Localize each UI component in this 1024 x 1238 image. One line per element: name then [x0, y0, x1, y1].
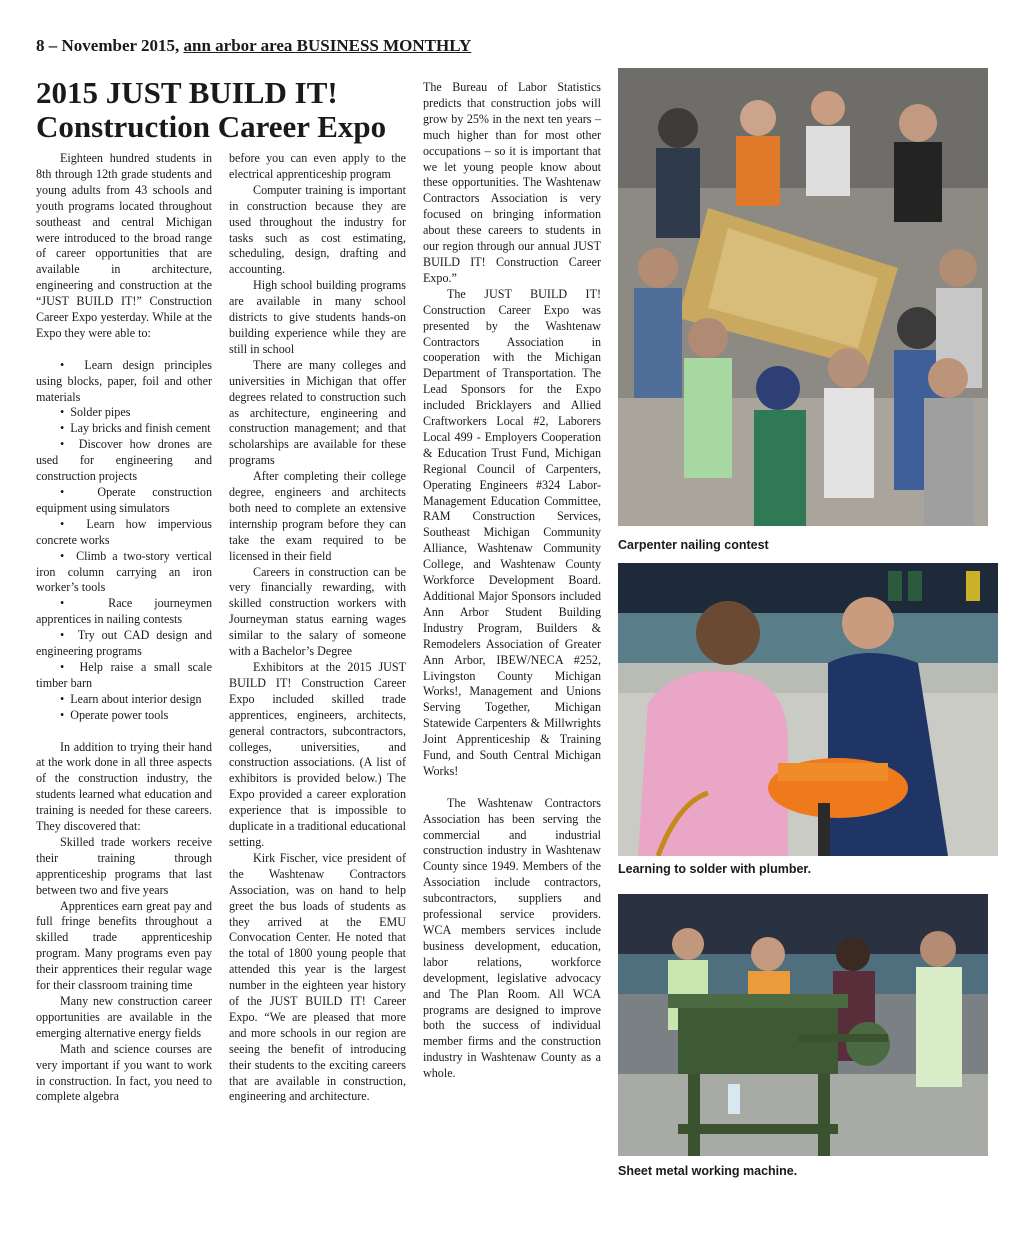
- headline-line-1: 2015 JUST BUILD IT!: [36, 75, 338, 110]
- page-folio: [36, 36, 471, 56]
- list-item: • Operate construction equipment using simulators: [36, 485, 212, 517]
- photo-caption: Carpenter nailing contest: [618, 538, 769, 552]
- body-paragraph: Math and science courses are very important if you want to work in construction. In fact, you need to complete algebra: [36, 1041, 212, 1104]
- photo-soldering: [618, 563, 998, 856]
- list-item: • Lay bricks and finish cement: [36, 421, 212, 437]
- article-headline: [36, 76, 416, 144]
- body-paragraph: The JUST BUILD IT! Construction Career Expo was presented by the Washtenaw Contractors Association in cooperation with the Michigan Department of Transportation. The Lead Sponsors for the Expo included Bricklayers and Allied Craftworkers Local #2, Laborers Local 499 - Employers Cooperation & Education Trust Fund, Michigan Regional Council of Carpenters, Operating Engineers #324 Labor-Management Education Committee, RAM Construction Services, Southeast Michigan Community Alliance, Washtenaw Community College, and Washtenaw County Workforce Development Board. Additional Major Sponsors included Ann Arbor Student Building Industry Program, Builders & Remodelers Association of Greater Ann Arbor, IBEW/NECA #252, Livingston County Michigan Works!, Management and Unions Serving Together, Michigan Statewide Carpenters & Millwrights Joint Apprenticeship & Training Fund, and South Central Michigan Works!: [423, 286, 601, 778]
- intro-paragraph: Eighteen hundred students in 8th through 12th grade students and young adults from 43 schools and youth programs located throughout southeast and central Michigan were introduced to the broad range of career opportunities that are available in architecture, engineering and construction at the “JUST BUILD IT!” Construction Career Expo yesterday. While at the Expo they were able to:: [36, 151, 212, 340]
- list-item: • Learn design principles using blocks, paper, foil and other materials: [36, 358, 212, 406]
- article-column-2: [229, 151, 406, 1105]
- article-column-3: [423, 80, 601, 1082]
- publication-name: ann arbor area BUSINESS MONTHLY: [183, 36, 472, 55]
- activity-list: [36, 358, 212, 724]
- folio-date: 8 – November 2015,: [36, 36, 184, 55]
- photo-caption: Sheet metal working machine.: [618, 1164, 798, 1178]
- list-item: • Discover how drones are used for engineering and construction projects: [36, 437, 212, 485]
- photo-caption: Learning to solder with plumber.: [618, 862, 812, 876]
- body-paragraph: The Washtenaw Contractors Association has been serving the commercial and industrial construction industry in Washtenaw County since 1949. Members of the Association include contractors, subcontractors, suppliers and professional service providers. WCA members services include business development, education, labor relations, workforce development, legislative advocacy and The Plan Room. All WCA programs are designed to improve both the success of individual member firms and the construction industry in Washtenaw County as a whole.: [423, 795, 601, 1081]
- body-paragraph: Skilled trade workers receive their training through apprenticeship programs that last between two and five years: [36, 834, 212, 897]
- list-item: • Operate power tools: [36, 708, 212, 724]
- body-paragraph: High school building programs are available in many school districts to give students hands-on building experience while they are still in school: [229, 278, 406, 356]
- photo-nailing-contest: [618, 68, 988, 526]
- body-paragraph: Careers in construction can be very financially rewarding, with skilled construction workers with Journeyman status earning wages similar to the salary of someone with a Bachelor’s Degree: [229, 564, 406, 659]
- body-paragraph: Kirk Fischer, vice president of the Washtenaw Contractors Association, was on hand to help greet the bus loads of students as they arrived at the EMU Convocation Center. He noted that the total of 1800 young people that attended this year is the largest number in the eighteen year history of the JUST BUILD IT! Career Expo. “We are pleased that more and more schools in our region are seeing the benefit of introducing their students to the exciting careers that are available in construction, engineering and architecture.: [229, 850, 406, 1104]
- body-paragraph: In addition to trying their hand at the work done in all three aspects of the construction industry, the students learned what education and training is needed for these careers. They discovered that:: [36, 739, 212, 834]
- body-paragraph: The Bureau of Labor Statistics predicts that construction jobs will grow by 25% in the next ten years – much higher than for most other occupations – so it is important that we let young people know about these opportunities. The Washtenaw Contractors Association is very focused on bringing information about these careers to students in our region through our annual JUST BUILD IT! Construction Career Expo.”: [423, 80, 601, 285]
- list-item: • Learn about interior design: [36, 692, 212, 708]
- article-column-1: [36, 151, 212, 1105]
- list-item: • Help raise a small scale timber barn: [36, 660, 212, 692]
- body-paragraph: Exhibitors at the 2015 JUST BUILD IT! Construction Career Expo included skilled trade apprentices, engineers, architects, general contractors, subcontractors, colleges, universities, and construction associations. (A list of exhibitors is provided below.) The Expo provided a career exploration experience that is impossible to duplicate in a traditional educational setting.: [229, 660, 406, 849]
- list-item: • Learn how impervious concrete works: [36, 517, 212, 549]
- list-item: • Race journeymen apprentices in nailing contests: [36, 596, 212, 628]
- body-paragraph: before you can even apply to the electrical apprenticeship program: [229, 151, 406, 181]
- body-paragraph: There are many colleges and universities in Michigan that offer degrees related to construction such as architecture, engineering and construction management; and that scholarships are available for these programs: [229, 357, 406, 468]
- list-item: • Solder pipes: [36, 405, 212, 421]
- list-item: • Try out CAD design and engineering programs: [36, 628, 212, 660]
- body-paragraph: Many new construction career opportunities are available in the emerging alternative energy fields: [36, 994, 212, 1040]
- body-paragraph: Apprentices earn great pay and full fringe benefits throughout a skilled trade apprenticeship program. Many programs even pay their apprentices their regular wage for their classroom training time: [36, 898, 212, 993]
- headline-line-2: Construction Career Expo: [36, 109, 387, 144]
- list-item: • Climb a two-story vertical iron column carrying an iron worker’s tools: [36, 549, 212, 597]
- photo-sheet-metal: [618, 894, 988, 1156]
- body-paragraph: Computer training is important in construction because they are used throughout the industry for tasks such as cost estimating, scheduling, design, drafting and accounting.: [229, 182, 406, 277]
- body-paragraph: After completing their college degree, engineers and architects both need to complete an extensive internship program before they can take the exam required to be licensed in their field: [229, 469, 406, 563]
